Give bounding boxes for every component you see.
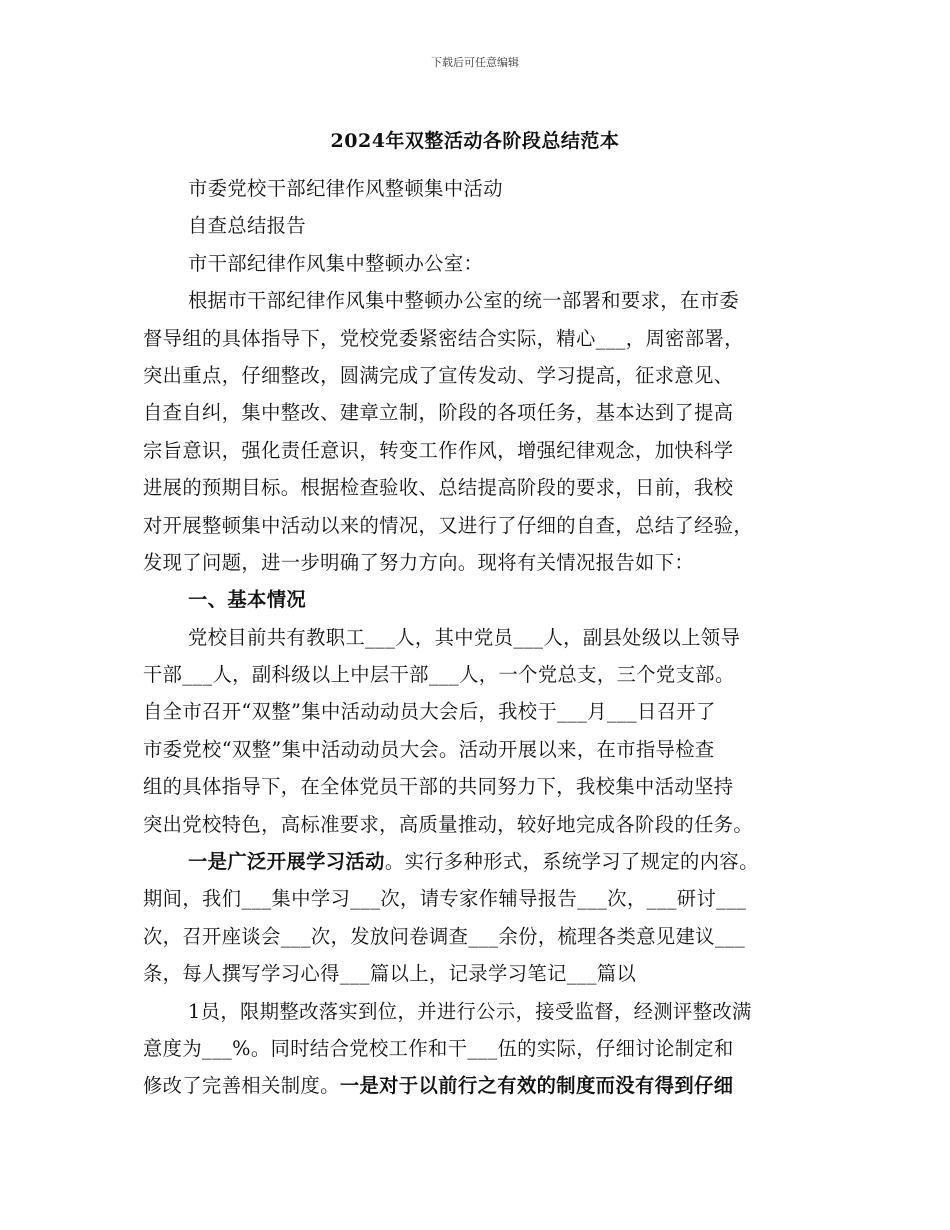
text-line (143, 469, 811, 506)
text-line (143, 656, 811, 693)
text-line (143, 245, 811, 282)
line-text: 自查自纠，集中整改、建章立制，阶段的各项任务，基本达到了提高 (143, 401, 734, 425)
text-line (143, 955, 811, 992)
text-line (143, 320, 811, 357)
line-text: 干部___人，副科级以上中层干部___人，一个党总支，三个党支部。 (143, 663, 735, 687)
line-text: 发现了问题，进一步明确了努力方向。现将有关情况报告如下： (143, 550, 695, 574)
line-text: 市委党校“双整”集中活动动员大会。活动开展以来，在市指导检查 (143, 737, 715, 761)
text-line (143, 880, 811, 917)
text-line (143, 170, 811, 207)
text-line (143, 581, 811, 618)
text-line (143, 507, 811, 544)
line-text: 期间，我们___集中学习___次，请专家作辅导报告___次，___研讨___ (143, 887, 747, 911)
bold-lead-text: 一是广泛开展学习活动 (188, 850, 385, 874)
text-line (143, 432, 811, 469)
line-text: 对开展整顿集中活动以来的情况，又进行了仔细的自查，总结了经验， (143, 513, 754, 537)
line-text: 次，召开座谈会___次，发放问卷调查___余份，梳理各类意见建议___ (143, 924, 746, 948)
line-text: 市委党校干部纪律作风整顿集中活动 (188, 177, 503, 200)
line-text: 根据市干部纪律作风集中整顿办公室的统一部署和要求，在市委 (188, 289, 740, 313)
line-text: 督导组的具体指导下，党校党委紧密结合实际，精心___，周密部署， (143, 326, 744, 350)
text-line (143, 731, 811, 768)
bold-tail-text: 一是对于以前行之有效的制度而没有得到仔细 (339, 1074, 734, 1098)
line-text: 1员，限期整改落实到位，并进行公示，接受监督，经测评整改满 (188, 999, 752, 1023)
text-line (143, 806, 811, 843)
line-text: 进展的预期目标。根据检查验收、总结提高阶段的要求，日前，我校 (143, 476, 734, 500)
document-title: 2024年双整活动各阶段总结范本 (330, 130, 620, 152)
line-text: 市干部纪律作风集中整顿办公室： (188, 251, 484, 275)
text-line (143, 282, 811, 319)
text-line (143, 918, 811, 955)
line-text: 组的具体指导下，在全体党员干部的共同努力下，我校集中活动坚持 (143, 775, 734, 799)
line-text: 意度为___%。同时结合党校工作和干___伍的实际，仔细讨论制定和 (143, 1036, 734, 1060)
text-line (143, 993, 811, 1030)
line-text: 党校目前共有教职工___人，其中党员___人，副县处级以上领导 (188, 625, 741, 649)
header-note: 下载后可任意编辑 (431, 56, 519, 69)
text-line (143, 619, 811, 656)
text-line (143, 843, 811, 880)
text-line (143, 1067, 811, 1104)
text-line (143, 1030, 811, 1067)
text-line (143, 693, 811, 730)
text-line (143, 544, 811, 581)
line-text: 条，每人撰写学习心得___篇以上，记录学习笔记___篇以 (143, 962, 637, 986)
line-text: 自查总结报告 (188, 214, 307, 238)
line-text: 宗旨意识，强化责任意识，转变工作作风，增强纪律观念，加快科学 (143, 438, 734, 462)
text-line (143, 394, 811, 431)
text-line (143, 207, 811, 244)
line-text: 修改了完善相关制度。 (143, 1074, 340, 1098)
line-text: 自全市召开“双整”集中活动动员大会后，我校于___月___日召开了 (143, 700, 716, 724)
text-line (143, 357, 811, 394)
line-text: 一、基本情况 (188, 588, 307, 612)
document-body (143, 170, 811, 1105)
line-text: 突出党校特色，高标准要求，高质量推动，较好地完成各阶段的任务。 (143, 812, 754, 836)
line-text: 突出重点，仔细整改，圆满完成了宣传发动、学习提高，征求意见、 (143, 363, 734, 387)
line-text: 。实行多种形式，系统学习了规定的内容。 (384, 850, 759, 874)
text-line (143, 768, 811, 805)
